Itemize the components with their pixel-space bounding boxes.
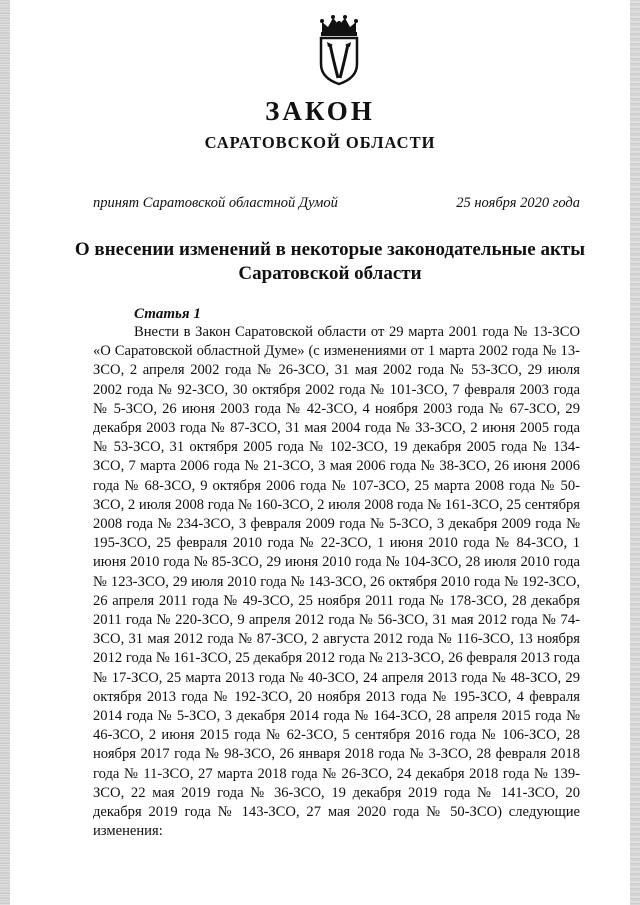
article-body — [93, 323, 580, 841]
article-heading: Статья 1 — [134, 306, 201, 322]
coat-of-arms-icon — [316, 14, 362, 86]
document-title: ЗАКОН — [265, 96, 375, 126]
article-paragraph: Внести в Закон Саратовской области от 29 марта 2001 года № 13-ЗСО «О Саратовской областной Думе» (с изменениями от 1 марта 2002 года № 13-ЗСО, 2 апреля 2002 года № 26-ЗСО, 31 мая 2002 года № 53-ЗСО, 29 июля 2002 года № 92-ЗСО, 30 октября 2002 года № 101-ЗСО, 7 февраля 2003 года № 5-ЗСО, 26 июня 2003 года № 42-ЗСО, 4 ноября 2003 года № 67-ЗСО, 29 декабря 2003 года № 87-ЗСО, 31 мая 2004 года № 33-ЗСО, 2 июня 2005 года № 53-ЗСО, 31 октября 2005 года № 102-ЗСО, 19 декабря 2005 года № 134-ЗСО, 7 марта 2006 года № 21-ЗСО, 3 мая 2006 года № 38-ЗСО, 26 июня 2006 года № 68-ЗСО, 9 октября 2006 года № 107-ЗСО, 25 марта 2008 года № 50-ЗСО, 2 июля 2008 года № 160-ЗСО, 2 июля 2008 года № 161-ЗСО, 25 сентября 2008 года № 234-ЗСО, 3 февраля 2009 года № 5-ЗСО, 3 декабря 2009 года № 195-ЗСО, 25 февраля 2010 года № 22-ЗСО, 1 июня 2010 года № 84-ЗСО, 1 июня 2010 года № 85-ЗСО, 29 июня 2010 года № 104-ЗСО, 28 июля 2010 года № 123-ЗСО, 29 июля 2010 года № 143-ЗСО, 26 октября 2010 года № 192-ЗСО, 26 апреля 2011 года № 49-ЗСО, 25 ноября 2011 года № 178-ЗСО, 28 декабря 2011 года № 220-ЗСО, 9 апреля 2012 года № 56-ЗСО, 31 мая 2012 года № 74-ЗСО, 31 мая 2012 года № 87-ЗСО, 2 августа 2012 года № 116-ЗСО, 13 ноября 2012 года № 161-ЗСО, 25 декабря 2012 года № 213-ЗСО, 26 февраля 2013 года № 17-ЗСО, 25 марта 2013 года № 40-ЗСО, 24 апреля 2013 года № 48-ЗСО, 29 октября 2013 года № 192-ЗСО, 20 ноября 2013 года № 195-ЗСО, 4 февраля 2014 года № 5-ЗСО, 3 декабря 2014 года № 164-ЗСО, 28 апреля 2015 года № 46-ЗСО, 2 июня 2015 года № 62-ЗСО, 5 сентября 2016 года № 106-ЗСО, 28 ноября 2017 года № 98-ЗСО, 26 января 2018 года № 3-ЗСО, 28 февраля 2018 года № 11-ЗСО, 27 марта 2018 года № 26-ЗСО, 24 декабря 2018 года № 139-ЗСО, 22 мая 2019 года № 36-ЗСО, 19 декабря 2019 года № 141-ЗСО, 20 декабря 2019 года № 143-ЗСО, 27 мая 2020 года № 50-ЗСО) следующие изменения: — [93, 324, 580, 840]
law-title: О внесении изменений в некоторые законодательные акты Саратовской области — [74, 239, 586, 284]
adoption-date: 25 ноября 2020 года — [456, 195, 580, 211]
adopted-by: принят Саратовской областной Думой — [93, 195, 338, 211]
document-subtitle: САРАТОВСКОЙ ОБЛАСТИ — [204, 133, 436, 152]
